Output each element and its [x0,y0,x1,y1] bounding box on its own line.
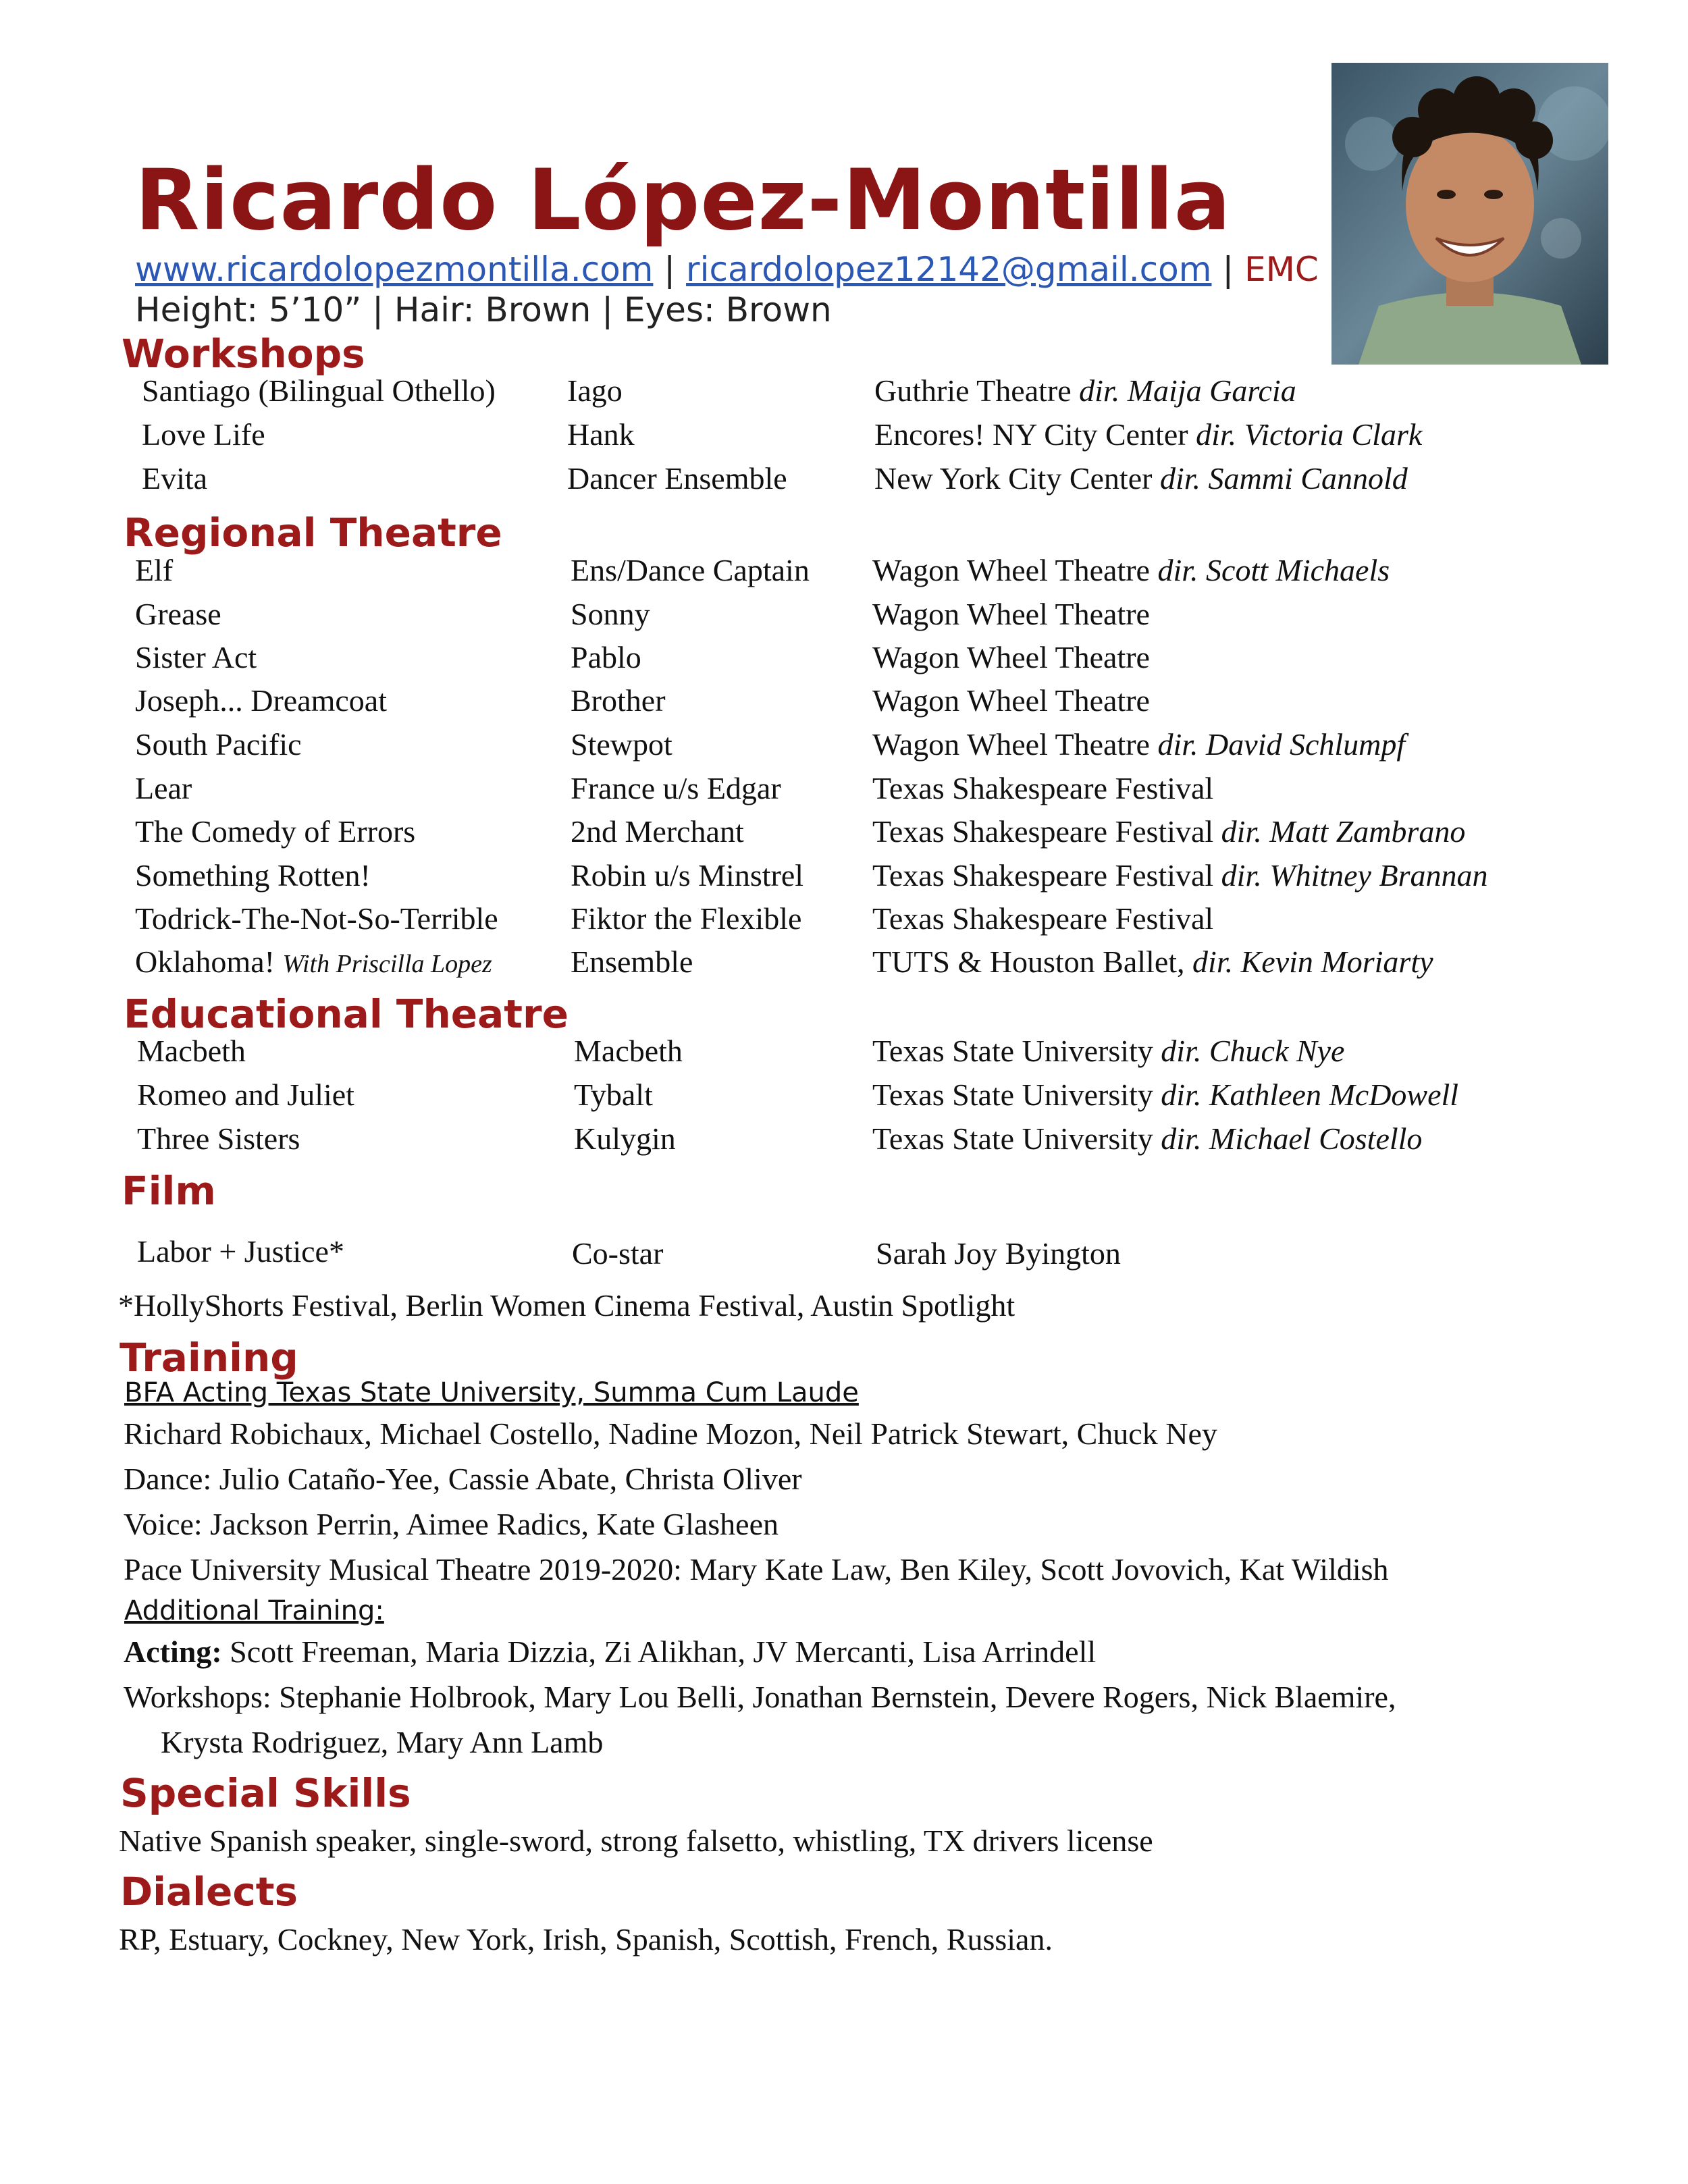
credit-venue: Wagon Wheel Theatre [872,640,1150,674]
website-link[interactable]: www.ricardolopezmontilla.com [135,250,654,289]
credit-show: Love Life [142,417,265,452]
credit-show: Sister Act [135,640,257,674]
credit-show: Labor + Justice* [137,1234,344,1269]
section-heading-skills: Special Skills [120,1770,411,1816]
credit-role: Dancer Ensemble [567,461,787,496]
training-workshops-cont: Krysta Rodriguez, Mary Ann Lamb [161,1725,604,1759]
credit-venue: New York City Center dir. Sammi Cannold [874,461,1408,496]
training-line: Dance: Julio Cataño-Yee, Cassie Abate, Christa Oliver [124,1462,802,1496]
credit-show: South Pacific [135,727,302,762]
credit-venue: Guthrie Theatre dir. Maija Garcia [874,373,1296,408]
credit-role: Macbeth [574,1034,683,1068]
credit-show: Three Sisters [137,1121,300,1156]
training-degree: BFA Acting Texas State University, Summa Cum Laude [124,1377,859,1408]
credit-role: Robin u/s Minstrel [571,858,804,893]
credit-role: Tybalt [574,1077,653,1112]
credit-venue: Texas Shakespeare Festival [872,771,1214,805]
credit-venue: Sarah Joy Byington [876,1236,1121,1271]
credit-role: Co-star [572,1236,664,1271]
credit-show: Lear [135,771,192,805]
skills-text: Native Spanish speaker, single-sword, strong falsetto, whistling, TX drivers license [119,1823,1153,1858]
credit-show: Elf [135,553,174,587]
dialects-text: RP, Estuary, Cockney, New York, Irish, Spanish, Scottish, French, Russian. [119,1922,1053,1956]
union-status: EMC [1244,250,1319,289]
credit-role: Ens/Dance Captain [571,553,810,587]
section-heading-workshops: Workshops [122,331,365,377]
credit-venue: Texas State University dir. Chuck Nye [872,1034,1345,1068]
credit-role: Kulygin [574,1121,676,1156]
credit-show: Joseph... Dreamcoat [135,683,387,718]
credit-role: 2nd Merchant [571,814,744,849]
credit-role: Stewpot [571,727,672,762]
credit-venue: Texas Shakespeare Festival dir. Whitney Brannan [872,858,1488,893]
credit-venue: Wagon Wheel Theatre dir. David Schlumpf [872,727,1406,762]
training-line: Pace University Musical Theatre 2019-2020: Mary Kate Law, Ben Kiley, Scott Jovovich, Kat Wildish [124,1552,1389,1587]
section-heading-educational: Educational Theatre [124,991,569,1037]
actor-name: Ricardo López-Montilla [135,152,1232,249]
credit-role: Brother [571,683,666,718]
training-acting: Acting: Scott Freeman, Maria Dizzia, Zi Alikhan, JV Mercanti, Lisa Arrindell [124,1634,1097,1669]
credit-venue: Texas State University dir. Michael Costello [872,1121,1423,1156]
credit-show: Grease [135,597,221,631]
section-heading-training: Training [120,1335,298,1381]
credit-venue: Wagon Wheel Theatre [872,683,1150,718]
film-festival-note: *HollyShorts Festival, Berlin Women Cinema Festival, Austin Spotlight [118,1288,1016,1323]
credit-show: Todrick-The-Not-So-Terrible [135,901,498,936]
contact-line [135,250,1319,289]
credit-role: Ensemble [571,944,693,979]
physical-stats: Height: 5’10” | Hair: Brown | Eyes: Brown [135,290,832,329]
credit-show: Oklahoma! With Priscilla Lopez [135,944,492,979]
training-workshops: Workshops: Stephanie Holbrook, Mary Lou Belli, Jonathan Bernstein, Devere Rogers, Nick Blaemire, [124,1680,1396,1714]
section-heading-film: Film [122,1168,216,1214]
additional-training-title: Additional Training: [124,1595,384,1626]
credit-role: Sonny [571,597,650,631]
credit-venue: Wagon Wheel Theatre [872,597,1150,631]
training-line: Voice: Jackson Perrin, Aimee Radics, Kate Glasheen [124,1507,779,1541]
credit-venue: Texas State University dir. Kathleen McDowell [872,1077,1459,1112]
credit-show: Something Rotten! [135,858,371,893]
credit-show: Santiago (Bilingual Othello) [142,373,496,408]
credit-venue: Texas Shakespeare Festival dir. Matt Zambrano [872,814,1466,849]
credit-role: Hank [567,417,635,452]
training-line: Richard Robichaux, Michael Costello, Nadine Mozon, Neil Patrick Stewart, Chuck Ney [124,1416,1217,1451]
credit-venue: Encores! NY City Center dir. Victoria Clark [874,417,1423,452]
credit-role: Pablo [571,640,641,674]
headshot-photo [1331,63,1608,365]
section-heading-dialects: Dialects [120,1869,298,1915]
credit-venue: Wagon Wheel Theatre dir. Scott Michaels [872,553,1390,587]
credit-role: Fiktor the Flexible [571,901,802,936]
credit-venue: Texas Shakespeare Festival [872,901,1214,936]
credit-show: The Comedy of Errors [135,814,416,849]
credit-show: Evita [142,461,208,496]
separator: | [1222,250,1245,289]
email-link[interactable]: ricardolopez12142@gmail.com [686,250,1212,289]
credit-show: Macbeth [137,1034,246,1068]
credit-venue: TUTS & Houston Ballet, dir. Kevin Moriarty [872,944,1433,979]
credit-show: Romeo and Juliet [137,1077,354,1112]
credit-role: France u/s Edgar [571,771,781,805]
section-heading-regional: Regional Theatre [124,510,502,556]
separator: | [664,250,687,289]
credit-role: Iago [567,373,623,408]
